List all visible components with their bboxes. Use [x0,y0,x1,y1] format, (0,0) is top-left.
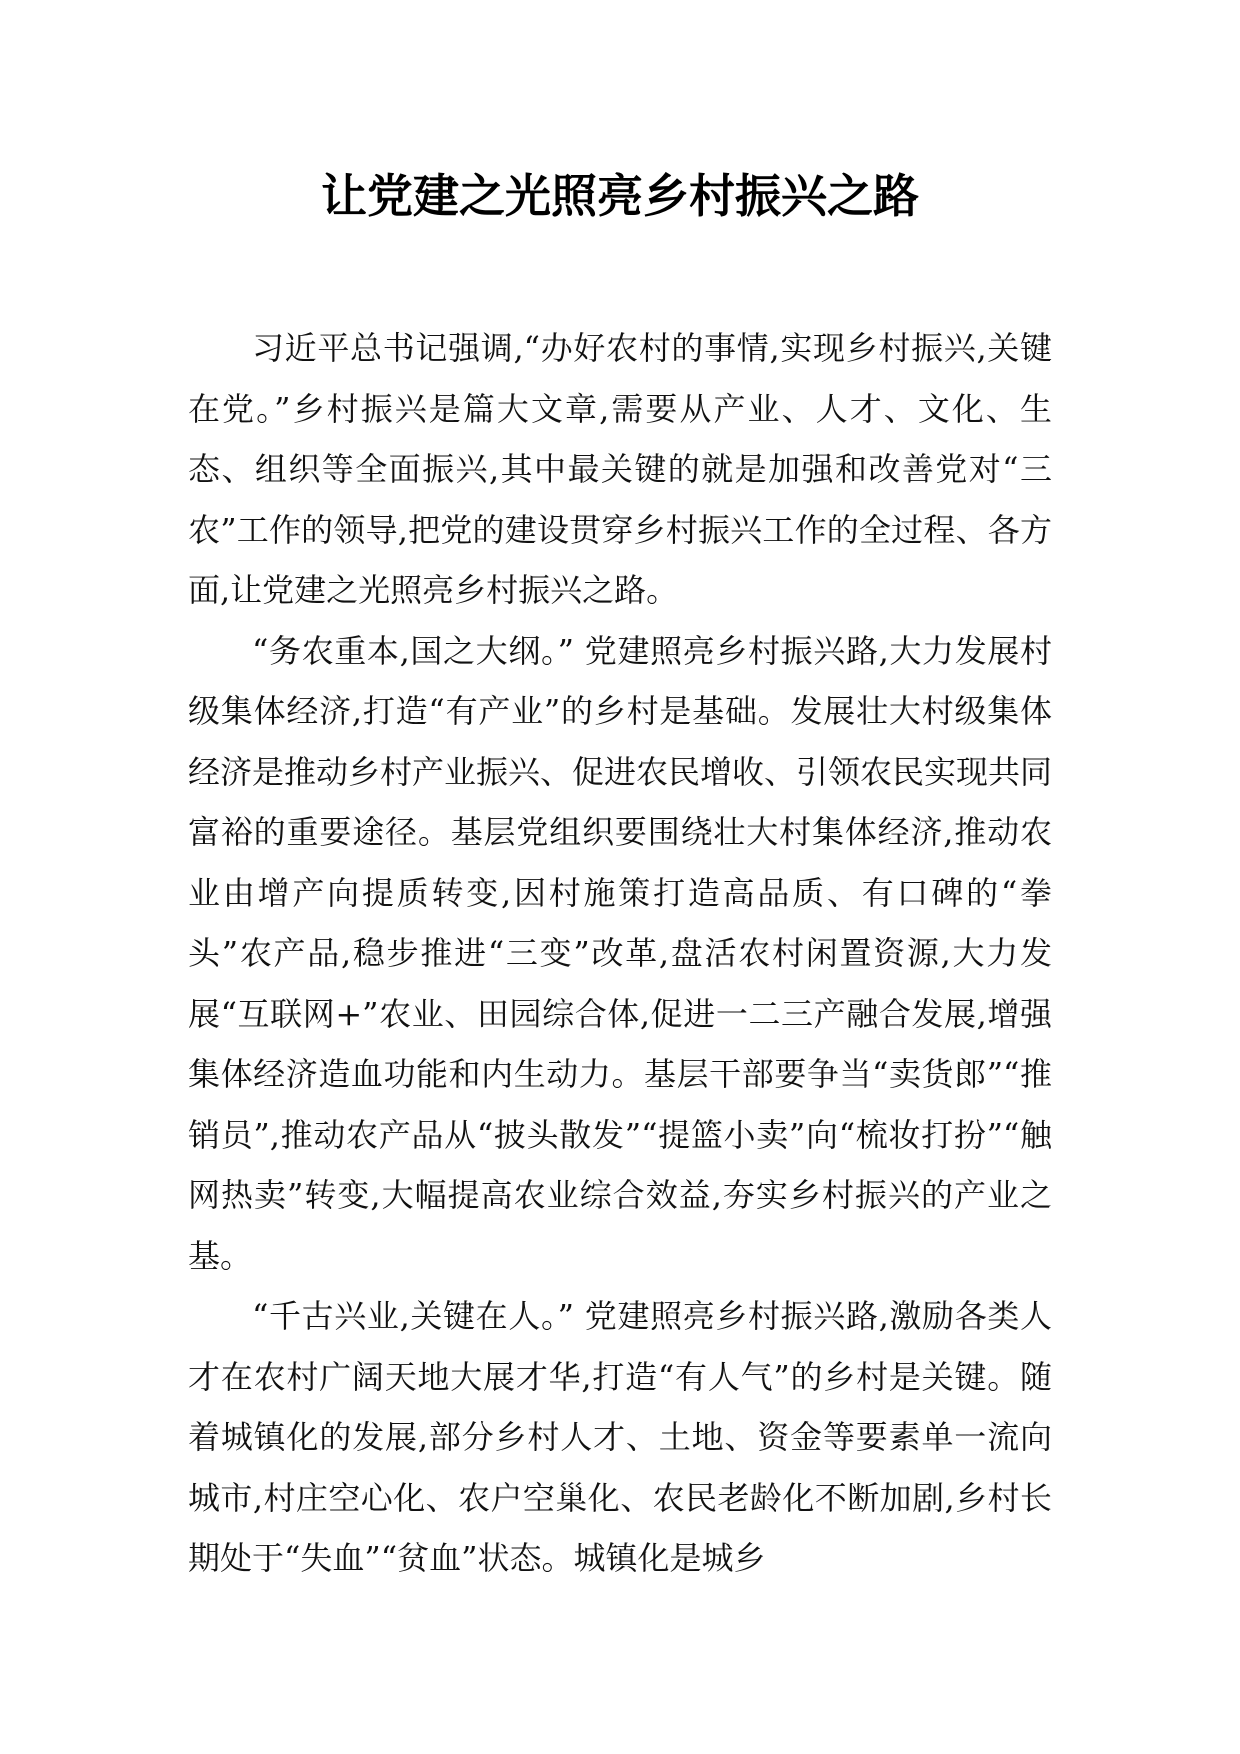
document-title: 让党建之光照亮乡村振兴之路 [321,169,919,223]
paragraph-3: “千古兴业,关键在人。” 党建照亮乡村振兴路,激励各类人才在农村广阔天地大展才华,打造“有人气”的乡村是关键。随着城镇化的发展,部分乡村人才、土地、资金等要素单一流向城市,村庄空心化、农户空巢化、农民老龄化不断加剧,乡村长期处于“失血”“贫血”状态。城镇化是城乡 [188,1297,1052,1577]
paragraph-1: 习近平总书记强调,“办好农村的事情,实现乡村振兴,关键在党。”乡村振兴是篇大文章,需要从产业、人才、文化、生态、组织等全面振兴,其中最关键的就是加强和改善党对“三农”工作的领导,把党的建设贯穿乡村振兴工作的全过程、各方面,让党建之光照亮乡村振兴之路。 [188,329,1052,609]
paragraph-2: “务农重本,国之大纲。” 党建照亮乡村振兴路,大力发展村级集体经济,打造“有产业”的乡村是基础。发展壮大村级集体经济是推动乡村产业振兴、促进农民增收、引领农民实现共同富裕的重要途径。基层党组织要围绕壮大村集体经济,推动农业由增产向提质转变,因村施策打造高品质、有口碑的“拳头”农产品,稳步推进“三变”改革,盘活农村闲置资源,大力发展“互联网+”农业、田园综合体,促进一二三产融合发展,增强集体经济造血功能和内生动力。基层干部要争当“卖货郎”“推销员”,推动农产品从“披头散发”“提篮小卖”向“梳妆打扮”“触网热卖”转变,大幅提高农业综合效益,夯实乡村振兴的产业之基。 [188,631,1053,1275]
document-body [188,318,1052,1589]
